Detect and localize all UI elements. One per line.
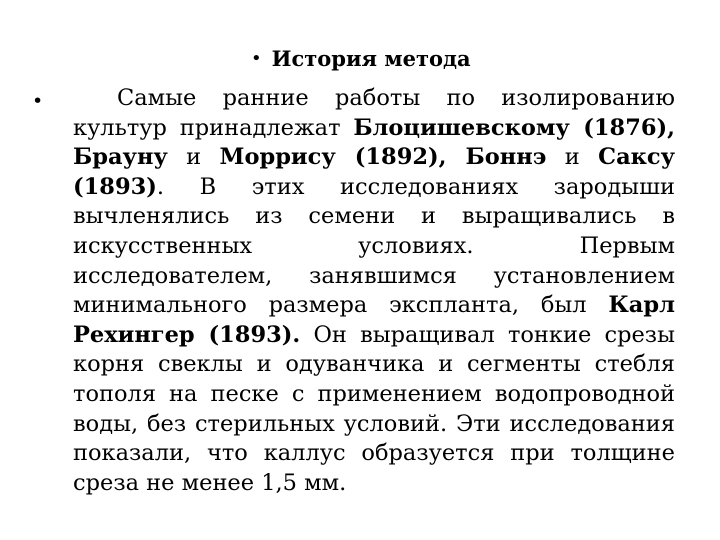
body-segment: и xyxy=(167,144,220,171)
heading-bullet: • xyxy=(251,48,262,69)
body-segment-bold: Моррису (1892), Боннэ xyxy=(219,144,547,171)
body-paragraph xyxy=(73,84,675,498)
body-segment: Самые ранние работы по изолированию культур принадлежат xyxy=(73,85,675,141)
body-segment: и xyxy=(546,144,599,171)
body-segment-bold: Блоцишевскому (1876), Брауну xyxy=(73,114,675,171)
body-bullet: • xyxy=(32,90,44,112)
body-segment: Он выращивал тонкие срезы корня свеклы и одуванчика и сегменты стебля тополя на песке с применением водопроводной воды, без стерильных условий. Эти исследования показали, что каллус образуется при толщине среза не менее 1,5 мм. xyxy=(73,321,675,496)
heading-title: История метода xyxy=(271,46,471,71)
body-segment-bold: Саксу (1893) xyxy=(73,144,675,200)
body-segment-bold: Карл Рехингер (1893). xyxy=(73,292,675,348)
slide-heading xyxy=(251,46,471,71)
body-segment: . В этих исследованиях зародыши вычленялись из семени и выращивались в искусственных условиях. Первым исследователем, занявшимся установлением минимального размера эксплантa, был xyxy=(73,173,675,319)
